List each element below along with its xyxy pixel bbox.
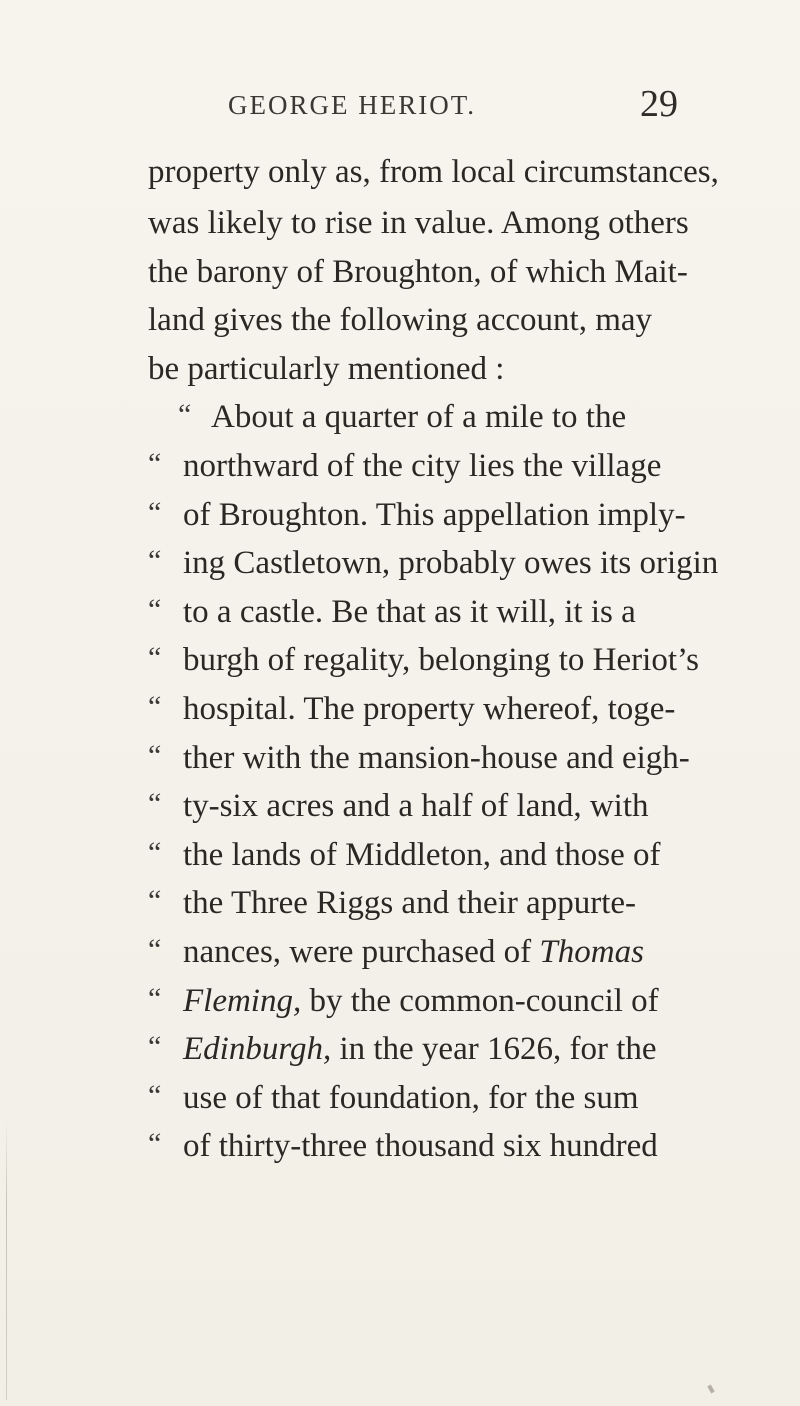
page-edge-shadow xyxy=(6,1120,7,1400)
paper-speck xyxy=(707,1385,714,1394)
italic-name-fleming: Fleming, xyxy=(183,982,302,1019)
line-text: in the year 1626, for the xyxy=(339,1031,657,1068)
quoted-line: “ use of that foundation, for the sum xyxy=(148,1078,748,1127)
quote-mark: “ xyxy=(148,787,162,821)
text-line: be particularly mentioned : xyxy=(148,350,505,387)
quoted-line: “ hospital. The property whereof, toge- xyxy=(148,689,748,738)
quoted-line: “ burgh of regality, belonging to Heriot’s xyxy=(148,640,748,689)
text-line: was likely to rise in value. Among others xyxy=(148,205,689,241)
body-text xyxy=(148,152,748,1175)
page-header xyxy=(0,82,800,132)
quoted-line: “ the Three Riggs and their appurte- xyxy=(148,883,748,932)
quoted-line: “ About a quarter of a mile to the xyxy=(148,397,748,446)
quoted-line xyxy=(148,932,748,981)
quoted-line: “ ther with the mansion-house and eigh- xyxy=(148,738,748,787)
quote-mark: “ xyxy=(148,689,162,723)
quoted-line: “ of Broughton. This appellation imply- xyxy=(148,495,748,544)
quote-mark: “ xyxy=(148,932,162,966)
quote-mark: “ xyxy=(148,1030,162,1064)
quote-mark: “ xyxy=(148,495,162,529)
italic-name-edinburgh: Edinburgh, xyxy=(183,1031,332,1068)
italic-name-thomas: Thomas xyxy=(539,933,644,970)
quote-mark: “ xyxy=(148,641,162,675)
quote-mark: “ xyxy=(148,835,162,869)
text-line: the barony of Broughton, of which Mait- xyxy=(148,253,688,290)
page-number: 29 xyxy=(640,83,678,125)
line-text: by the common-council of xyxy=(309,982,659,1019)
quote-mark: “ xyxy=(178,398,192,432)
quoted-line xyxy=(148,1029,748,1078)
quoted-line: “ northward of the city lies the village xyxy=(148,446,748,495)
quoted-line: “ ing Castletown, probably owes its origin xyxy=(148,543,748,592)
text-line: property only as, from local circumstances, xyxy=(148,154,719,190)
quoted-line xyxy=(148,981,748,1030)
quote-mark: “ xyxy=(148,981,162,1015)
running-head: GEORGE HERIOT. xyxy=(228,90,476,120)
quoted-line: “ the lands of Middleton, and those of xyxy=(148,835,748,884)
text-line: land gives the following account, may xyxy=(148,302,653,339)
quoted-line: “ of thirty-three thousand six hundred xyxy=(148,1126,748,1175)
quoted-line: “ to a castle. Be that as it will, it is a xyxy=(148,592,748,641)
quoted-line: “ ty-six acres and a half of land, with xyxy=(148,786,748,835)
line-text: nances, were purchased of xyxy=(183,933,532,970)
quote-mark: “ xyxy=(148,738,162,772)
quote-mark: “ xyxy=(148,884,162,918)
quote-mark: “ xyxy=(148,1078,162,1112)
quote-mark: “ xyxy=(148,592,162,626)
quote-mark: “ xyxy=(148,446,162,480)
quote-mark: “ xyxy=(148,544,162,578)
quote-mark: “ xyxy=(148,1127,162,1161)
